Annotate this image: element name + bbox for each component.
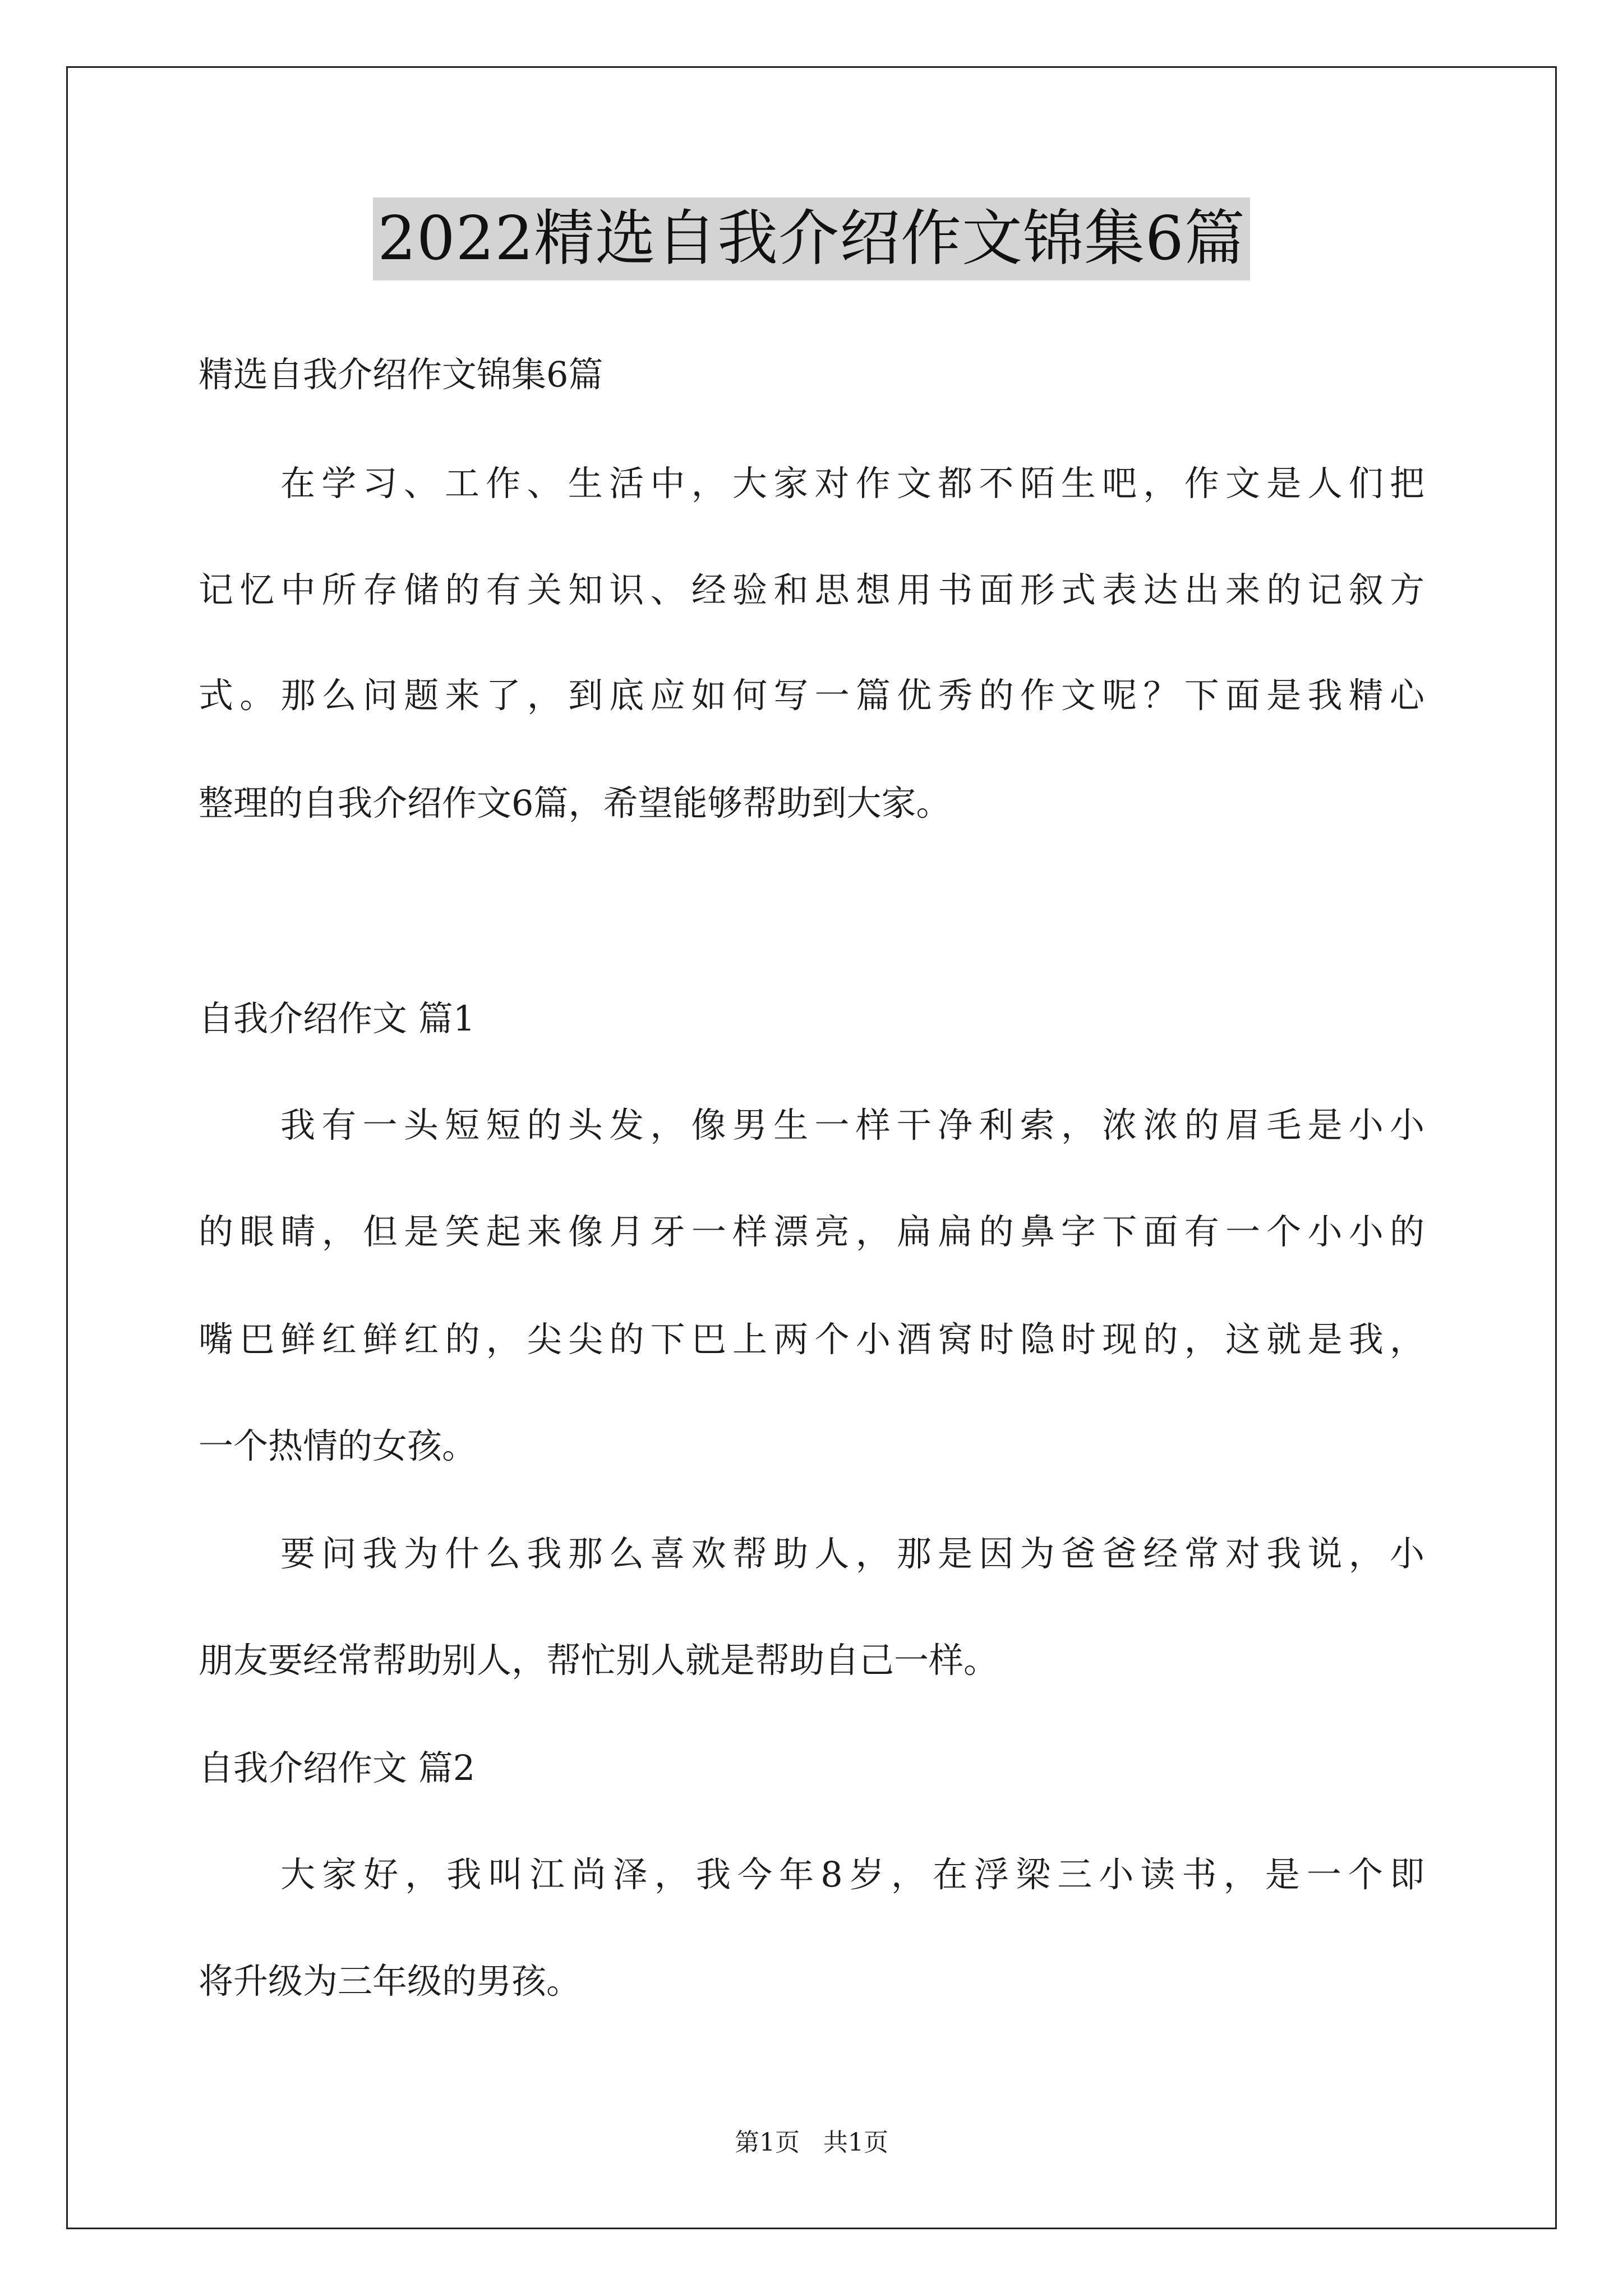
section1-p2-line-2: 朋友要经常帮助别人，帮忙别人就是帮助自己一样。 — [199, 1640, 999, 1681]
section1-p1-line-3: 嘴巴鲜红鲜红的，尖尖的下巴上两个小酒窝时隐时现的，这就是我， — [199, 1319, 1424, 1360]
document-subtitle: 精选自我介绍作文锦集6篇 — [199, 354, 603, 395]
page-footer — [0, 2126, 1623, 2160]
section2-p1-line-1: 大家好，我叫江尚泽，我今年8岁，在浮梁三小读书，是一个即 — [280, 1854, 1424, 1895]
intro-line-4: 整理的自我介绍作文6篇，希望能够帮助到大家。 — [199, 783, 951, 823]
intro-line-2: 记忆中所存储的有关知识、经验和思想用书面形式表达出来的记叙方 — [199, 569, 1424, 610]
section1-p1-line-2: 的眼睛，但是笑起来像月牙一样漂亮，扁扁的鼻字下面有一个小小的 — [199, 1211, 1424, 1252]
section1-p2-line-1: 要问我为什么我那么喜欢帮助人，那是因为爸爸经常对我说，小 — [280, 1533, 1424, 1574]
page-number-current: 第1页 — [735, 2128, 800, 2157]
section2-p1-line-2: 将升级为三年级的男孩。 — [199, 1961, 582, 2001]
intro-line-1: 在学习、工作、生活中，大家对作文都不陌生吧，作文是人们把 — [280, 463, 1424, 504]
title-container — [0, 197, 1623, 280]
intro-line-3: 式。那么问题来了，到底应如何写一篇优秀的作文呢？下面是我精心 — [199, 675, 1424, 716]
section1-p1-line-1: 我有一头短短的头发，像男生一样干净利索，浓浓的眉毛是小小 — [280, 1105, 1424, 1145]
section2-heading: 自我介绍作文 篇2 — [199, 1747, 476, 1788]
page-number-total: 共1页 — [823, 2128, 888, 2157]
section1-p1-line-4: 一个热情的女孩。 — [199, 1425, 477, 1466]
document-title: 2022精选自我介绍作文锦集6篇 — [373, 197, 1250, 280]
section1-heading: 自我介绍作文 篇1 — [199, 998, 476, 1039]
